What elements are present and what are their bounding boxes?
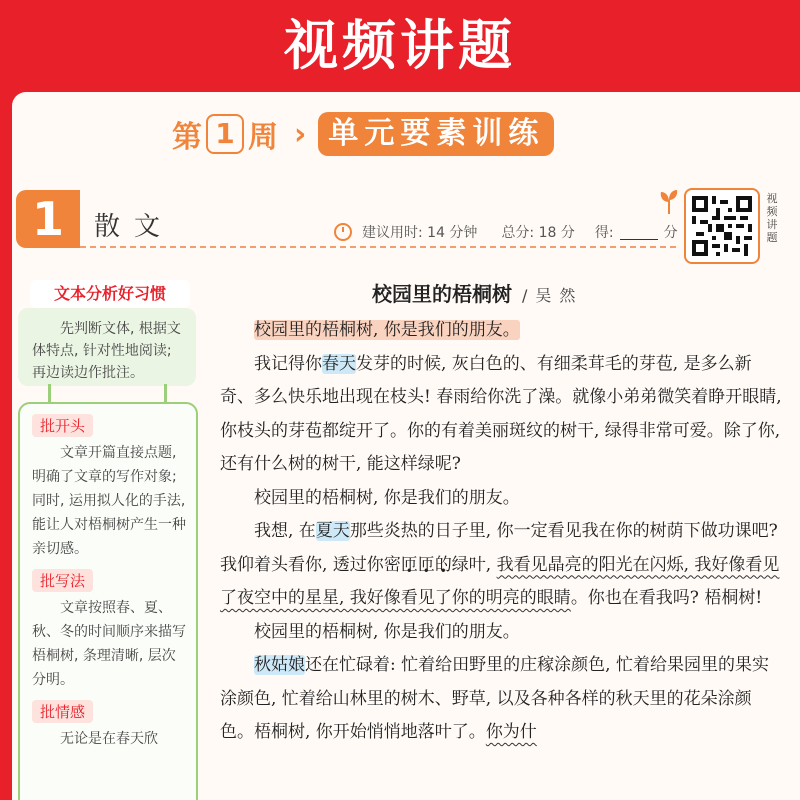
annotation-panel bbox=[18, 402, 198, 800]
sprout-icon bbox=[658, 188, 680, 214]
article-author: 吴然 bbox=[535, 286, 584, 305]
connector-right bbox=[164, 384, 167, 404]
qr-code-icon bbox=[692, 196, 752, 256]
section-title: 散文 bbox=[94, 212, 175, 242]
text-run: 的绿叶, bbox=[434, 554, 497, 575]
banner-title: 视频讲题 bbox=[284, 14, 516, 77]
emphasis-dot-char: 匝 bbox=[417, 554, 435, 575]
emphasis-dot-char: 匝 bbox=[400, 554, 418, 575]
season-highlight-summer: 夏天 bbox=[315, 521, 350, 541]
score-blank[interactable] bbox=[620, 225, 658, 240]
wavy-underline-text: 你为什 bbox=[485, 722, 537, 742]
season-highlight-spring: 春天 bbox=[322, 353, 356, 374]
week-prefix: 第 bbox=[172, 120, 202, 155]
section-number: 1 bbox=[16, 190, 80, 248]
emphasis-dot-char: 密 bbox=[383, 554, 401, 575]
score-unit: 分 bbox=[663, 225, 678, 241]
score-label: 得: bbox=[594, 225, 614, 241]
paragraph-6 bbox=[220, 649, 782, 750]
text-run: 还在忙碌着: 忙着给田野里的庄稼涂颜色, 忙着给果园里的果实涂颜色, 忙着给山林里的树木、野草, 以及各种各样的秋天里的花朵涂颜色。梧桐树, 你开始悄悄地落叶了。 bbox=[220, 655, 769, 742]
section-header bbox=[16, 190, 676, 248]
note-text-technique: 文章按照春、夏、秋、冬的时间顺序来描写梧桐树, 条理清晰, 层次分明。 bbox=[32, 600, 186, 688]
worksheet-page bbox=[12, 92, 800, 800]
connector-left bbox=[48, 384, 51, 404]
article-title: 校园里的梧桐树 bbox=[372, 282, 512, 306]
habit-text: 先判断文体, 根据文体特点, 针对性地阅读; 再边读边作批注。 bbox=[18, 308, 196, 386]
text-run: 我想, 在 bbox=[254, 521, 316, 541]
week-header bbox=[172, 112, 554, 156]
article-heading bbox=[372, 278, 583, 307]
section-divider bbox=[80, 246, 676, 248]
paragraph-1 bbox=[220, 314, 782, 348]
paragraph-3: 校园里的梧桐树, 你是我们的朋友。 bbox=[254, 487, 520, 508]
paragraph-4 bbox=[220, 515, 782, 616]
text-run: 。你也在看我吗? 梧桐树! bbox=[570, 588, 763, 608]
total-score: 总分: 18 分 bbox=[501, 225, 575, 241]
author-separator: / bbox=[522, 286, 536, 305]
paragraph-5: 校园里的梧桐树, 你是我们的朋友。 bbox=[254, 621, 520, 642]
unit-title: 单元要素训练 bbox=[318, 112, 554, 156]
wavy-underline-text: 我看见晶亮的阳光在闪烁, 我好像看见了夜空中的星星, 我好像看见了你的明亮的眼睛 bbox=[220, 554, 780, 608]
text-run: 那些炎热的日子里, 你一定看见我在你的树荫下做功课吧? 我仰着头看你, 透过你 bbox=[220, 521, 778, 575]
suggested-time: 建议用时: 14 分钟 bbox=[362, 225, 478, 241]
section-meta bbox=[334, 222, 678, 242]
qr-code[interactable] bbox=[684, 188, 760, 264]
article-body bbox=[220, 314, 782, 750]
text-run: 发芽的时候, 灰白色的、有细柔茸毛的芽苞, 是多么新奇、多么快乐地出现在枝头! 春雨给你洗了澡。就像小弟弟微笑着睁开眼睛, 你枝头的芽苞都绽开了。你的有着美丽斑纹的树干, 绿得非常可爱。除了你, 还有什么树的树干, 能这样绿呢? bbox=[220, 353, 782, 474]
note-text-emotion: 无论是在春天欣 bbox=[60, 731, 158, 747]
clock-icon bbox=[334, 223, 352, 241]
week-number: 1 bbox=[206, 114, 244, 154]
note-tag-opening: 批开头 bbox=[32, 414, 93, 437]
week-suffix: 周 bbox=[248, 120, 278, 155]
chevron-right-icon: › bbox=[294, 116, 307, 152]
note-tag-technique: 批写法 bbox=[32, 569, 93, 592]
note-tag-emotion: 批情感 bbox=[32, 700, 93, 723]
text-run: 我记得你 bbox=[254, 353, 322, 374]
qr-label: 视频讲题 bbox=[766, 192, 778, 244]
paragraph-2 bbox=[220, 348, 782, 482]
season-highlight-autumn: 秋姑娘 bbox=[254, 655, 305, 675]
refrain-highlight: 校园里的梧桐树, 你是我们的朋友。 bbox=[254, 320, 520, 340]
note-text-opening: 文章开篇直接点题, 明确了文章的写作对象; 同时, 运用拟人化的手法, 能让人对梧桐树产生一种亲切感。 bbox=[32, 445, 186, 557]
habit-title: 文本分析好习惯 bbox=[30, 280, 190, 308]
